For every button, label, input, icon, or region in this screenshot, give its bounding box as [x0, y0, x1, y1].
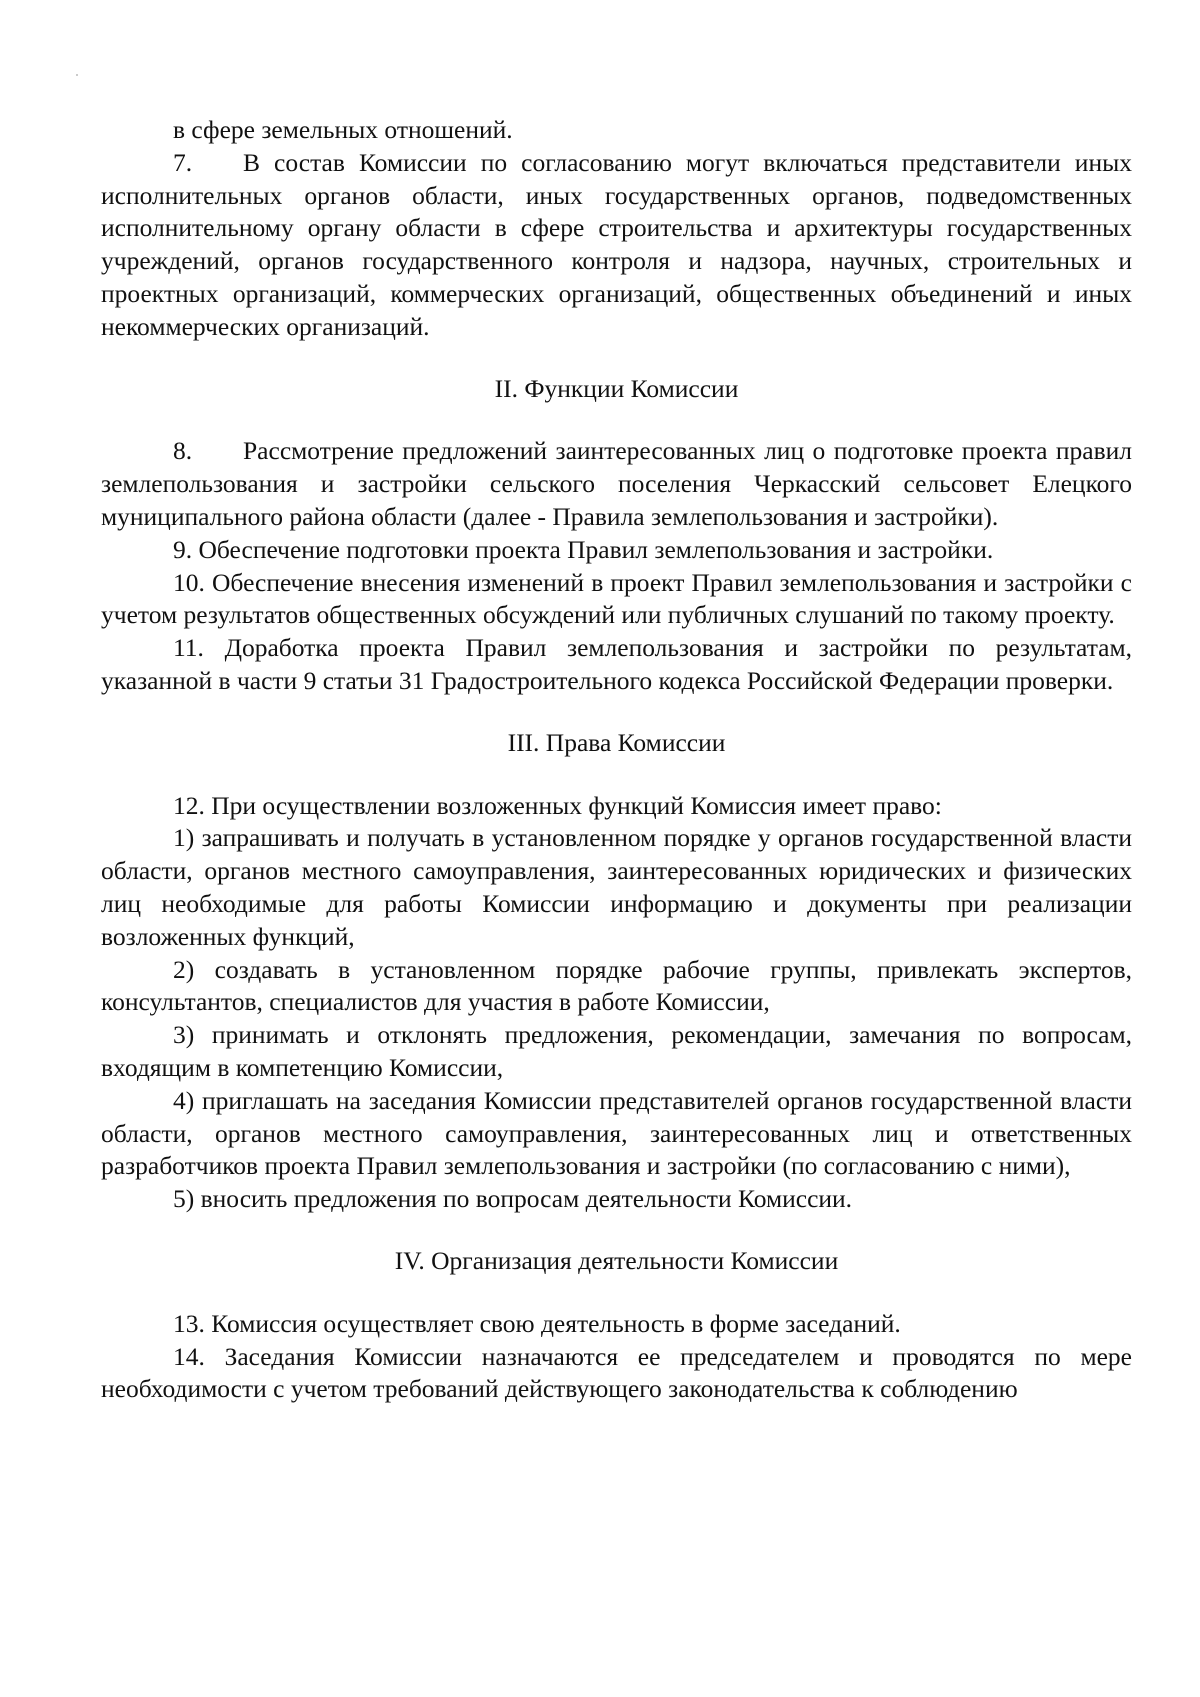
paragraph-11: 11. Доработка проекта Правил землепользования и застройки по результатам, указанной в части 9 статьи 31 Градостроительного кодекса Российской Федерации проверки.	[101, 633, 1132, 695]
paragraph-8	[101, 435, 1132, 533]
paragraph-12-item-1: 1) запрашивать и получать в установленном порядке у органов государственной власти области, органов местного самоуправления, заинтересованных юридических и физических лиц необходимые для работы Комиссии информацию и документы при реализации возложенных функций,	[101, 823, 1132, 951]
section-heading-organization: IV. Организация деятельности Комиссии	[394, 1245, 839, 1275]
paragraph-14: 14. Заседания Комиссии назначаются ее председателем и проводятся по мере необходимости с учетом требований действующего законодательства к соблюдению	[101, 1341, 1132, 1404]
paragraph-13: 13. Комиссия осуществляет свою деятельность в форме заседаний.	[173, 1308, 901, 1338]
scan-artifact	[76, 74, 78, 76]
paragraph-9: 9. Обеспечение подготовки проекта Правил землепользования и застройки.	[173, 534, 994, 564]
paragraph-number: 7.	[173, 147, 193, 177]
paragraph-intro: в сфере земельных отношений.	[173, 115, 513, 144]
paragraph-7	[101, 147, 1132, 344]
paragraph-12-item-4: 4) приглашать на заседания Комиссии представителей органов государственной власти области, органов местного самоуправления, заинтересованных лиц и ответственных разработчиков проекта Правил землепользования и застройки (по согласованию с ними),	[101, 1085, 1132, 1181]
section-heading-rights: III. Права Комиссии	[507, 727, 726, 757]
section-heading-functions: II. Функции Комиссии	[494, 373, 739, 403]
paragraph-12: 12. При осуществлении возложенных функций Комиссия имеет право:	[173, 790, 942, 820]
paragraph-12-item-3: 3) принимать и отклонять предложения, рекомендации, замечания по вопросам, входящим в компетенцию Комиссии,	[101, 1020, 1132, 1082]
paragraph-10: 10. Обеспечение внесения изменений в проект Правил землепользования и застройки с учетом результатов общественных обсуждений или публичных слушаний по такому проекту.	[101, 567, 1132, 630]
paragraph-12-item-5: 5) вносить предложения по вопросам деятельности Комиссии.	[173, 1184, 853, 1214]
paragraph-number: 8.	[173, 436, 193, 466]
paragraph-text: Рассмотрение предложений заинтересованных лиц о подготовке проекта правил землепользования и застройки сельского поселения Черкасский сельсовет Елецкого муниципального района области (далее - Правила землепользования и застройки).	[101, 436, 1132, 531]
paragraph-12-item-2: 2) создавать в установленном порядке рабочие группы, привлекать экспертов, консультантов, специалистов для участия в работе Комиссии,	[101, 954, 1132, 1017]
paragraph-text: В состав Комиссии по согласованию могут включаться представители иных исполнительных органов области, иных государственных органов, подведомственных исполнительному органу области в сфере строительства и архитектуры государственных учреждений, органов государственного контроля и надзора, научных, строительных и проектных организаций, коммерческих организаций, общественных объединений и иных некоммерческих организаций.	[101, 147, 1132, 341]
document-body	[101, 114, 1132, 1406]
